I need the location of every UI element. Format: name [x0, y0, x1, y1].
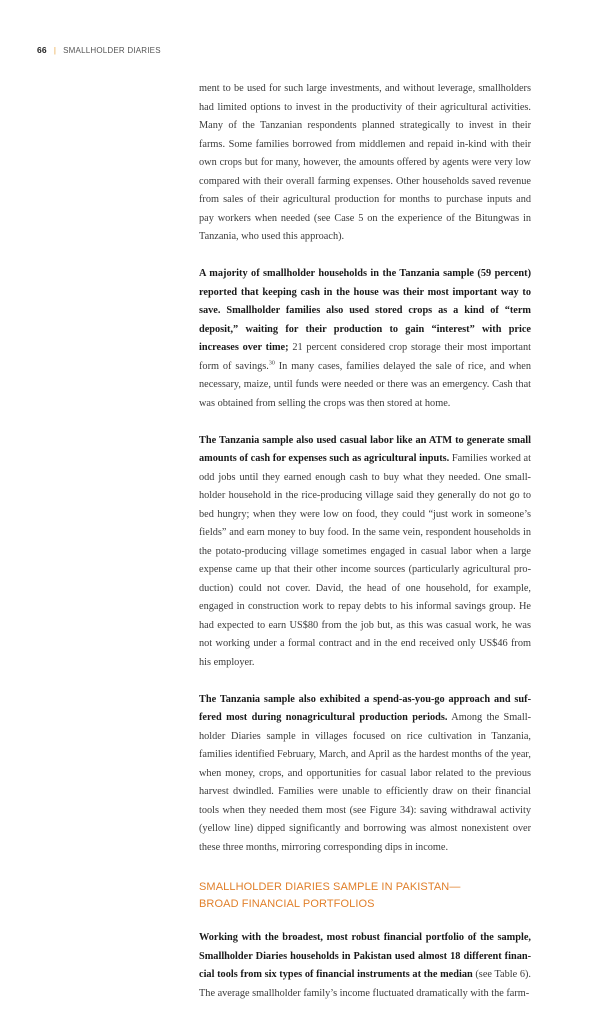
main-content	[199, 80, 531, 1022]
paragraph-text: (see Table 6). The average smallholder family’s income fluctuated dramatically with the farm-	[199, 969, 531, 999]
paragraph-pakistan	[199, 929, 531, 1003]
paragraph-investment	[199, 80, 531, 247]
paragraph-text: Families worked at odd jobs until they earned enough cash to buy what they needed. One small-holder household in the rice-producing village said they generally do not go to bed hungry; when they were low on food, they could “just work in someone’s fields” and earn money to buy food. In the same vein, respondent households in the potato-producing village sometimes engaged in casual labor when a large expense came up that their other income sources (particularly agricultural pro-duction) could not cover. David, the head of one household, for example, engaged in construction work to repay debts to his informal savings group. He had expected to earn US$80 from the job but, as this was casual work, he was not working under a formal contract and in the end received only US$46 from his employer.	[199, 453, 531, 668]
paragraph-lead: The Tanzania sample also used casual labor like an ATM to generate small amounts of cash for expenses such as agricultural inputs.	[199, 434, 531, 464]
section-heading-line: BROAD FINANCIAL PORTFOLIOS	[199, 898, 375, 910]
section-title: SMALLHOLDER DIARIES	[63, 45, 161, 55]
paragraph-lead: The Tanzania sample also exhibited a spend-as-you-go approach and suf-fered most during nonagricultural production periods.	[199, 693, 531, 723]
paragraph-casual-labor	[199, 432, 531, 673]
paragraph-text: Among the Small-holder Diaries sample in villages focused on rice cultivation in Tanzania, families identified February, March, and April as the hardest months of the year, when money, crops, and opportunities for casual labor related to the previous harvest dwindled. Families were unable to efficiently draw on their financial tools when they needed them most (see Figure 34): saving withdrawal activity (yellow line) dipped significantly and borrowing was almost nonexistent over these three months, mirroring corresponding dips in income.	[199, 712, 532, 853]
section-heading	[199, 879, 531, 913]
paragraph-text: ment to be used for such large investments, and without leverage, smallholders had limited options to invest in the productivity of their agricultural activities. Many of the Tanzanian respondents planned strategically to invest in their farms. Some families borrowed from middlemen and repaid in-kind with their own crops but for many, however, the amounts offered by agents were very low compared with their overall farming expenses. Other households saved revenue from sales of their agricultural production for months to purchase inputs and pay workers when needed (see Case 5 on the experience of the Bitungwas in Tanzania, who used this approach).	[199, 83, 531, 242]
footnote-marker: 30	[268, 360, 275, 367]
paragraph-text: 21 percent considered crop storage their most important form of savings.	[199, 342, 531, 372]
page-number: 66	[37, 45, 47, 55]
running-header	[37, 45, 161, 55]
section-heading-line: SMALLHOLDER DIARIES SAMPLE IN PAKISTAN—	[199, 881, 461, 893]
paragraph-savings	[199, 265, 531, 413]
paragraph-spend-as-you-go	[199, 691, 531, 858]
paragraph-text: In many cases, families delayed the sale of rice, and when necessary, maize, until funds were needed or there was an emergency. Cash that was obtained from selling the crops was then stored at home.	[199, 360, 531, 409]
paragraph-lead: A majority of smallholder households in the Tanzania sample (59 percent) reported that keeping cash in the house was their most important way to save. Smallholder families also used stored crops as a kind of “term deposit,” waiting for their production to gain “interest” with price increases over time;	[199, 268, 531, 353]
header-separator: |	[53, 45, 57, 55]
paragraph-lead: Working with the broadest, most robust financial portfolio of the sample, Smallholder Diaries households in Pakistan used almost 18 different finan-cial tools from six types of financial instruments at the median	[199, 932, 531, 980]
